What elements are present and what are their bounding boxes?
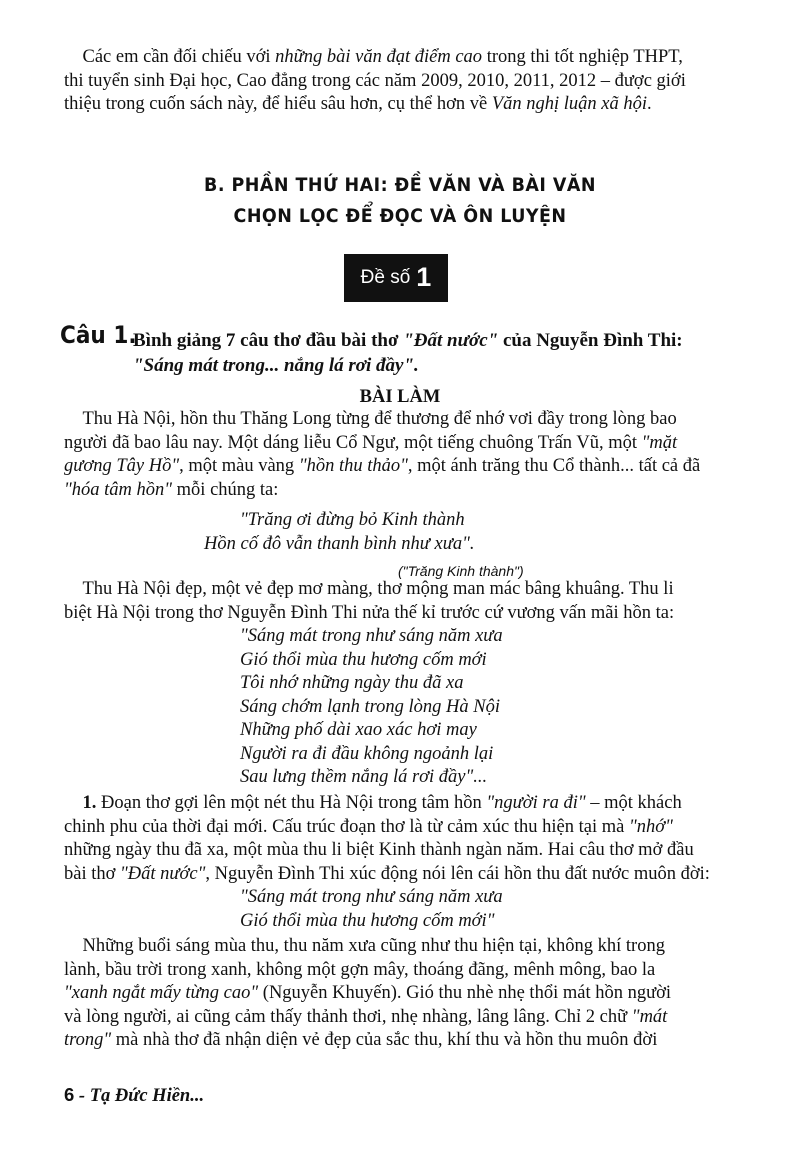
- p1-text: người đã bao lâu nay. Một dáng liễu Cổ Ngư, một tiếng chuông Trấn Vũ, một: [64, 432, 642, 453]
- poem-3-line: "Sáng mát trong như sáng năm xưa: [240, 887, 503, 907]
- p4-line-1: [64, 935, 738, 959]
- p4-quote: "xanh ngắt mấy từng cao": [64, 983, 259, 1003]
- intro-text: Các em cần đối chiếu với: [82, 47, 276, 67]
- p2-text: Thu Hà Nội đẹp, một vẻ đẹp mơ màng, thơ mộng man mác bâng khuâng. Thu li: [82, 579, 674, 599]
- p4-text: (Nguyễn Khuyến). Gió thu nhè nhẹ thổi mát hồn người: [258, 983, 672, 1003]
- intro-line-2: thi tuyển sinh Đại học, Cao đẳng trong các năm 2009, 2010, 2011, 2012 – được giới: [64, 70, 686, 91]
- p3-text: chinh phu của thời đại mới. Cấu trúc đoạn thơ là từ cảm xúc thu hiện tại mà: [64, 816, 629, 837]
- p1-quote: "hồn thu thảo": [298, 456, 408, 476]
- poem-1-source: ("Trăng Kinh thành"): [398, 563, 524, 579]
- poem-2-line: Sau lưng thềm nắng lá rơi đầy"...: [240, 767, 488, 787]
- p1-line-1: [64, 408, 738, 432]
- poem-1: [204, 509, 475, 556]
- page-footer: [64, 1083, 204, 1109]
- question-line-2: "Sáng mát trong... nắng lá rơi đầy".: [133, 355, 419, 376]
- paragraph-3: [64, 792, 738, 886]
- question-text: của Nguyễn Đình Thi:: [498, 330, 683, 351]
- exam-number: 1: [416, 262, 432, 293]
- poem-1-line: Hồn cố đô vẫn thanh bình như xưa".: [204, 533, 475, 554]
- exam-label: Đề số: [360, 267, 411, 289]
- poem-2-line: Gió thổi mùa thu hương cốm mới: [240, 649, 487, 670]
- p3-text: , Nguyễn Đình Thi xúc động nói lên cái hồn thu đất nước muôn đời:: [205, 863, 710, 884]
- p3-line-3: những ngày thu đã xa, một mùa thu li biệt Kinh thành ngàn năm. Hai câu thơ mở đầu: [64, 840, 694, 860]
- p3-line-2: [64, 816, 738, 840]
- p4-quote: trong": [64, 1030, 112, 1050]
- answer-title: BÀI LÀM: [359, 387, 441, 407]
- poem-2-line: Tôi nhớ những ngày thu đã xa: [240, 673, 464, 693]
- p2-line-2: biệt Hà Nội trong thơ Nguyễn Đình Thi nửa thế kỉ trước cứ vương vấn mãi hồn ta:: [64, 602, 675, 623]
- p4-line-3: [64, 982, 738, 1006]
- p3-text: bài thơ: [64, 863, 121, 884]
- paragraph-4: [64, 935, 738, 1053]
- poem-2-line: Sáng chớm lạnh trong lòng Hà Nội: [240, 696, 500, 717]
- p1-quote: "mặt: [641, 432, 678, 453]
- footer-author: Tạ Đức Hiền...: [89, 1086, 205, 1106]
- question-text: Bình giảng 7 câu thơ đầu bài thơ: [133, 330, 404, 351]
- poem-2-line: Những phố dài xao xác hơi may: [240, 720, 477, 740]
- p1-line-2: [64, 432, 738, 456]
- p1-text: , một màu vàng: [179, 456, 299, 476]
- p1-text: Thu Hà Nội, hồn thu Thăng Long từng để thương để nhớ vơi đầy trong lòng bao: [82, 409, 677, 429]
- section-heading-line-1: B. PHẦN THỨ HAI: ĐỀ VĂN VÀ BÀI VĂN: [204, 174, 596, 196]
- intro-emphasis: Văn nghị luận xã hội: [491, 94, 648, 114]
- p4-text: Những buổi sáng mùa thu, thu năm xưa cũng như thu hiện tại, không khí trong: [82, 936, 665, 956]
- paragraph-1: [64, 408, 738, 502]
- p2-line-1: [64, 578, 738, 602]
- intro-emphasis: những bài văn đạt điểm cao: [275, 47, 483, 67]
- p3-number: 1.: [82, 793, 97, 813]
- p3-quote: "Đất nước": [120, 863, 206, 884]
- p4-text: và lòng người, ai cũng cảm thấy thảnh thơi, nhẹ nhàng, lâng lâng. Chỉ 2 chữ: [64, 1006, 632, 1027]
- p3-text: Đoạn thơ gợi lên một nét thu Hà Nội trong tâm hồn: [96, 793, 487, 813]
- p1-text: , một ánh trăng thu Cổ thành... tất cả đã: [407, 456, 701, 476]
- p1-line-3: [64, 455, 738, 479]
- p4-line-4: [64, 1006, 738, 1030]
- question-line-1: [133, 329, 683, 353]
- intro-text: thiệu trong cuốn sách này, để hiểu sâu hơn, cụ thể hơn về: [64, 94, 492, 114]
- p3-quote: "nhớ": [628, 816, 673, 837]
- poem-2-line: "Sáng mát trong như sáng năm xưa: [240, 626, 503, 646]
- p4-line-5: [64, 1029, 738, 1053]
- section-heading-line-2: CHỌN LỌC ĐỂ ĐỌC VÀ ÔN LUYỆN: [233, 205, 567, 227]
- poem-1-line: "Trăng ơi đừng bỏ Kinh thành: [240, 510, 465, 530]
- p1-text: mỗi chúng ta:: [172, 479, 279, 500]
- p1-quote: "hóa tâm hồn": [64, 479, 173, 500]
- intro-text: trong thi tốt nghiệp THPT,: [482, 47, 683, 67]
- p4-line-2: lành, bầu trời trong xanh, không một gợn mây, thoáng đãng, mênh mông, bao la: [64, 959, 656, 980]
- poem-2-line: Người ra đi đầu không ngoảnh lại: [240, 743, 494, 764]
- p3-text: – một khách: [585, 793, 682, 813]
- intro-line-1: [64, 46, 738, 70]
- poem-2: [240, 625, 503, 790]
- p3-line-1: [64, 792, 738, 816]
- intro-text: .: [647, 94, 652, 114]
- p3-line-4: [64, 863, 738, 887]
- question-title: "Đất nước": [403, 330, 499, 351]
- question-label: Câu 1.: [60, 321, 137, 349]
- exam-number-box: [344, 254, 448, 302]
- poem-3-line: Gió thổi mùa thu hương cốm mới": [240, 910, 495, 931]
- poem-3: [240, 886, 503, 933]
- page-number: 6: [64, 1084, 75, 1105]
- p1-quote: gương Tây Hồ": [64, 456, 180, 476]
- p4-text: mà nhà thơ đã nhận diện vẻ đẹp của sắc thu, khí thu và hồn thu muôn đời: [111, 1030, 658, 1050]
- p4-quote: "mát: [631, 1006, 668, 1027]
- p1-line-4: [64, 479, 738, 503]
- footer-separator: -: [74, 1086, 90, 1106]
- intro-line-3: [64, 93, 738, 117]
- p3-quote: "người ra đi": [486, 793, 586, 813]
- intro-paragraph: [64, 46, 738, 117]
- paragraph-2: [64, 578, 738, 625]
